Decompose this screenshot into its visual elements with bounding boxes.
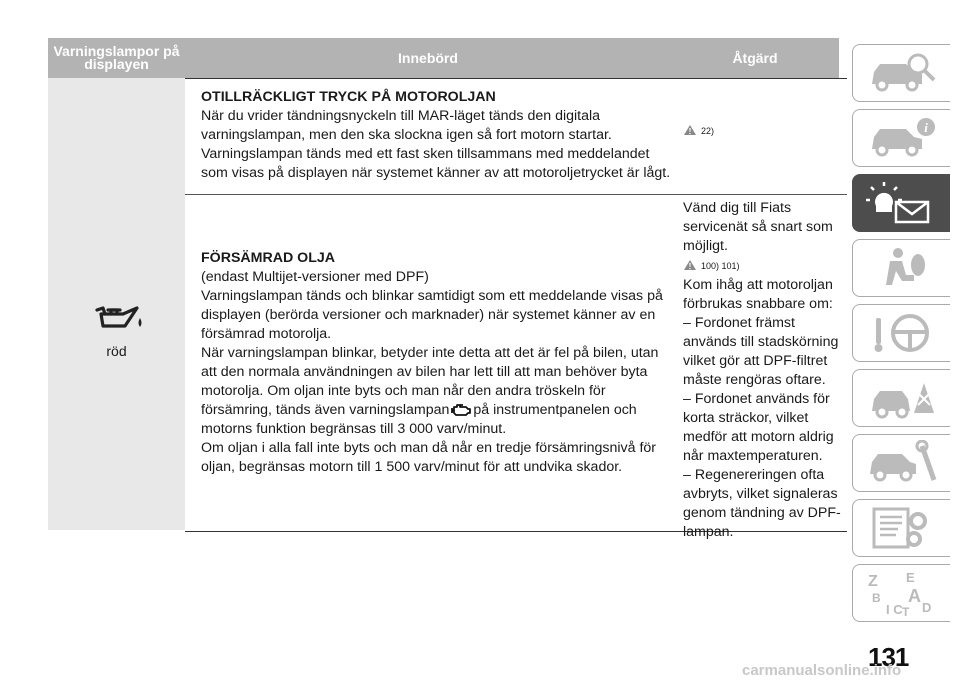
chapter-sidebar bbox=[852, 44, 952, 629]
chapter-tab-technical-data[interactable] bbox=[852, 499, 950, 557]
action-cell bbox=[679, 79, 847, 194]
header-meaning: Innebörd bbox=[398, 49, 458, 66]
svg-text:A: A bbox=[907, 586, 921, 606]
car-crash-icon bbox=[862, 375, 942, 421]
action-text: – Fordonet används för korta sträckor, vilket medför att motorn aldrig når maxtemperaturen. bbox=[683, 391, 834, 464]
warning-lights-table bbox=[48, 38, 841, 540]
table-row bbox=[185, 79, 847, 195]
car-wrench-icon bbox=[862, 440, 942, 486]
svg-text:T: T bbox=[901, 605, 909, 616]
table-header bbox=[48, 38, 839, 78]
action-text: Kom ihåg att motoroljan förbrukas snabbare om: bbox=[683, 277, 833, 312]
row-text: När du vrider tändningsnyckeln till MAR-läget tänds den digitala varningslampan, men den ska slockna igen så fort motorn startar. Varningslampan tänds med ett fast sken tillsammans med meddelandet som visas på displayen när systemet känner av att motoroljetrycket är lågt. bbox=[201, 108, 671, 181]
chapter-tab-safety[interactable] bbox=[852, 239, 950, 297]
action-cell bbox=[679, 195, 847, 540]
svg-text:B: B bbox=[871, 591, 881, 605]
oil-can-icon bbox=[87, 300, 147, 336]
svg-text:I C: I C bbox=[885, 602, 903, 616]
chapter-tab-starting-driving[interactable] bbox=[852, 304, 950, 362]
watermark: carmanualsonline.info bbox=[742, 662, 902, 679]
warning-triangle-icon bbox=[683, 259, 697, 271]
row-text: Om oljan i alla fall inte byts och man då når en tredje försämringsnivå för oljan, begränsas motorn till 1 500 varv/minut för att undvika skador. bbox=[201, 440, 657, 475]
row-heading: OTILLRÄCKLIGT TRYCK PÅ MOTOROLJAN bbox=[201, 89, 496, 105]
symbol-color-label: röd bbox=[106, 343, 127, 359]
row-text: (endast Multijet-versioner med DPF) bbox=[201, 269, 429, 285]
symbol-cell bbox=[48, 78, 185, 530]
chapter-tab-vehicle-overview[interactable] bbox=[852, 44, 950, 102]
header-warning-lights: Varningslampor på displayen bbox=[53, 43, 180, 72]
page-number: 131 bbox=[868, 642, 909, 672]
chapter-tab-getting-to-know[interactable] bbox=[852, 109, 950, 167]
table-body bbox=[48, 78, 841, 540]
warning-light-message-icon bbox=[862, 180, 942, 226]
row-text: Varningslampan tänds och blinkar samtidigt som ett meddelande visas på displayen (berörda versioner och marknader) när systemet känner av en försämrad motorolja. bbox=[201, 288, 663, 342]
chapter-tab-warning-lights[interactable] bbox=[852, 174, 950, 232]
action-text: Vänd dig till Fiats servicenät så snart som möjligt. bbox=[683, 200, 833, 254]
chapter-tab-maintenance[interactable] bbox=[852, 434, 950, 492]
chapter-tab-emergency[interactable] bbox=[852, 369, 950, 427]
action-reference: 100) 101) bbox=[700, 261, 740, 271]
car-search-icon bbox=[862, 50, 942, 96]
alphabet-index-icon bbox=[862, 570, 942, 616]
header-action: Åtgärd bbox=[732, 49, 778, 66]
meaning-cell bbox=[185, 79, 679, 194]
airbag-person-icon bbox=[862, 245, 942, 291]
row-heading: FÖRSÄMRAD OLJA bbox=[201, 250, 335, 266]
action-text: – Fordonet främst används till stadskörning vilket gör att DPF-filtret måste rengöras oftare. bbox=[683, 315, 839, 388]
svg-text:D: D bbox=[921, 600, 931, 615]
chapter-tab-index[interactable] bbox=[852, 564, 950, 622]
svg-text:i: i bbox=[923, 120, 928, 135]
row-text: När varningslampan blinkar, betyder inte detta att det är fel på bilen, utan att den normala användningen av bilen har lett till att man behöver byta motorolja. Om oljan inte byts och man når den andra tröskeln för försämring, tänds även varningslampan på instrumentpanelen och motorns funktion begränsas till 3 000 varv/minut. bbox=[201, 345, 659, 437]
action-reference: 22) bbox=[700, 126, 714, 136]
car-info-icon bbox=[862, 115, 942, 161]
warning-triangle-icon bbox=[683, 124, 697, 136]
svg-text:E: E bbox=[905, 570, 915, 585]
document-gear-icon bbox=[862, 505, 942, 551]
meaning-cell bbox=[185, 195, 679, 531]
steering-wheel-icon bbox=[862, 310, 942, 356]
engine-check-icon bbox=[449, 402, 473, 418]
svg-text:Z: Z bbox=[867, 573, 878, 590]
action-text: – Regenereringen ofta avbryts, vilket signaleras genom tändning av DPF-lampan. bbox=[683, 467, 841, 540]
table-row bbox=[185, 195, 847, 540]
